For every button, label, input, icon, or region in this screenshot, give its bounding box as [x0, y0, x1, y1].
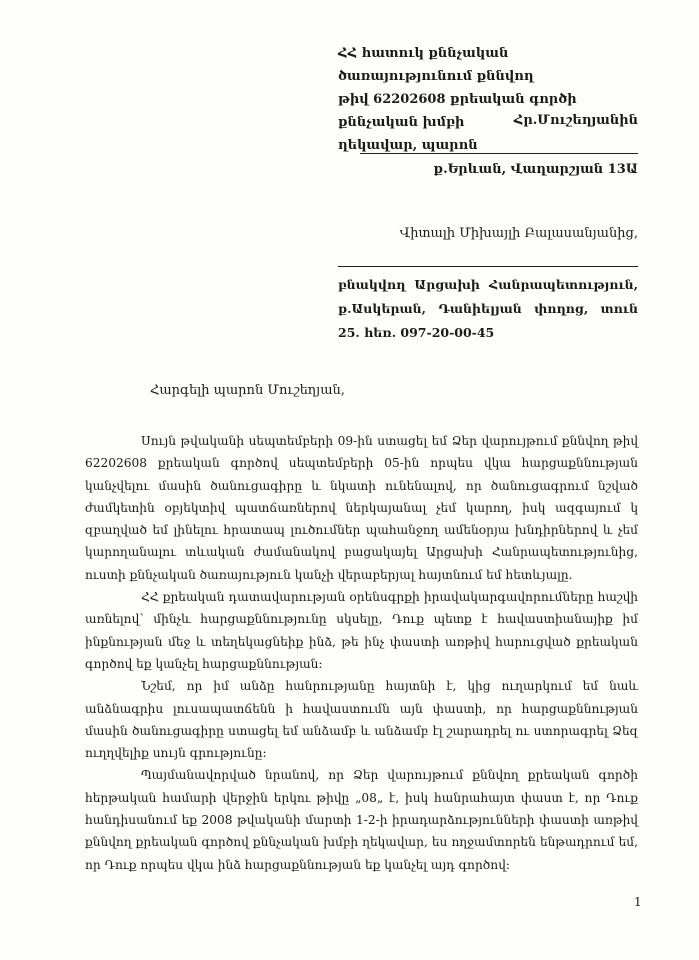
addressee-name: Հր.Մուշեղյանին	[513, 113, 638, 128]
divider-line	[360, 153, 638, 154]
sender-address: բնակվող Արցախի Հանրապետություն, ք.Ասկերան, Դանիելյան փողոց, տուն 25. հեռ. 097-20-00-45	[338, 277, 638, 340]
sender-name: Վիտալի Միխայլի Բալասանյանից,	[399, 226, 638, 241]
addressee-line: թիվ 62202608 քրեական գործի քննչական խմբի	[338, 92, 577, 130]
body-paragraph: Նշեմ, որ իմ անձը հանրությանը հայտնի է, կից ուղարկում եմ նաև անձնագրիս լուսապատճենն ի հավաստումն այն փաստի, որ հարցաքննության մասին ծանուցագիրը ստացել եմ անձամբ և անձամբ էլ շարադրել ու ստորագրել Ձեզ ուղղվելիք սույն գրությունը:	[85, 679, 638, 761]
addressee-line: ղեկավար, պարոն	[338, 138, 478, 153]
divider-line	[338, 266, 638, 267]
salutation: Հարգելի պարոն Մուշեղյան,	[150, 383, 345, 398]
addressee-address: ք.Երևան, Վաղարշյան 13Ա	[433, 162, 638, 177]
body-paragraph: Սույն թվականի սեպտեմբերի 09-ին ստացել եմ Ձեր վարույթում քննվող թիվ 62202608 քրեական գործով սեպտեմբերի 05-ին որպես վկա հարցաքննության կանչվելու մասին ծանուցագիրը և նկատի ունենալով, որ ծանուցագրում նշված ժամկետին օբյեկտիվ պատճառներով ներկայանալ չեմ կարող, իսկ ազգայում կ զբաղված եմ լինելու հրատապ լուծումներ պահանջող ամենօրյա խնդիրներով և չեմ կարողանալու տևական ժամանակով բացակայել Արցախի Հանրապետությունից, ուստի քննչական ծառայություն կանչի վերաբերյալ հայտնում եմ հետևյալը.	[85, 434, 638, 582]
page-number: 1	[634, 895, 642, 909]
body-paragraph: ՀՀ քրեական դատավարության օրենսգրքի իրավակարգավորումները հաշվի առնելով՝ մինչև հարցաքննությունը սկսելը, Դուք պետք է հավաստիանայիք իմ ինքնության մեջ և տեղեկացնեիք ինձ, թե ինչ փաստի առթիվ հարուցված քրեական գործով եք կանչել հարցաքննության:	[85, 590, 638, 671]
addressee-block	[338, 42, 638, 157]
addressee-line: ՀՀ հատուկ քննչական ծառայությունում քննվող	[338, 46, 534, 84]
letter-body	[85, 430, 638, 876]
body-paragraph: Պայմանավորված նրանով, որ Ձեր վարույթում քննվող քրեական գործի հերթական համարի վերջին երկու թիվը „08„ է, իսկ հանրահայտ փաստ է, որ Դուք հանդիսանում եք 2008 թվականի մարտի 1-2-ի իրադարձությունների փաստի առթիվ քննվող քրեական գործով քննչական խմբի ղեկավար, ես ողջամտորեն ենթադրում եմ, որ Դուք որպես վկա ինձ հարցաքննության եք կանչել այդ գործով:	[85, 768, 638, 872]
